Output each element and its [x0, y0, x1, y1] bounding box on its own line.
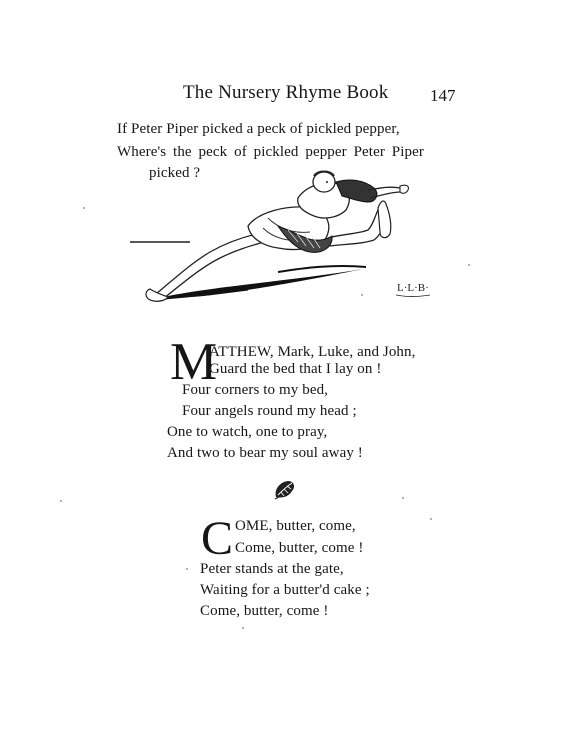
matthew-first-line: ATTHEW, Mark, Luke, and John,	[209, 344, 416, 360]
matthew-line-5: One to watch, one to pray,	[167, 424, 328, 440]
running-head-title: The Nursery Rhyme Book	[183, 82, 389, 103]
matthew-line-6: And two to bear my soul away !	[167, 445, 363, 461]
butter-line-4: Waiting for a butter'd cake ;	[200, 582, 370, 598]
matthew-line-2: Guard the bed that I lay on !	[209, 361, 382, 377]
scan-speck	[242, 627, 244, 629]
peter-piper-line-2: Where's the peck of pickled pepper Peter Piper	[117, 144, 424, 160]
page-number: 147	[430, 86, 456, 105]
matthew-line-3: Four corners to my bed,	[182, 382, 329, 398]
scan-speck	[468, 264, 470, 266]
butter-first-line: OME, butter, come,	[235, 518, 356, 534]
peter-piper-line-1: If Peter Piper picked a peck of pickled pepper,	[117, 121, 400, 137]
illustration-signature: L·L·B·	[397, 282, 429, 294]
matthew-dropcap: M	[170, 333, 218, 391]
scan-speck	[430, 518, 432, 520]
peter-piper-line-3: picked ?	[149, 165, 201, 181]
butter-dropcap: C	[201, 512, 234, 565]
peter-piper-illustration	[128, 168, 450, 313]
scan-speck	[83, 207, 85, 209]
scan-speck	[60, 500, 62, 502]
butter-line-5: Come, butter, come !	[200, 603, 329, 619]
scan-speck	[186, 568, 188, 570]
scan-speck	[361, 294, 363, 296]
matthew-line-4: Four angels round my head ;	[182, 403, 357, 419]
leaf-ornament-icon	[272, 479, 298, 501]
scan-speck	[402, 497, 404, 499]
butter-line-2: Come, butter, come !	[235, 540, 364, 556]
butter-line-3: Peter stands at the gate,	[200, 561, 344, 577]
